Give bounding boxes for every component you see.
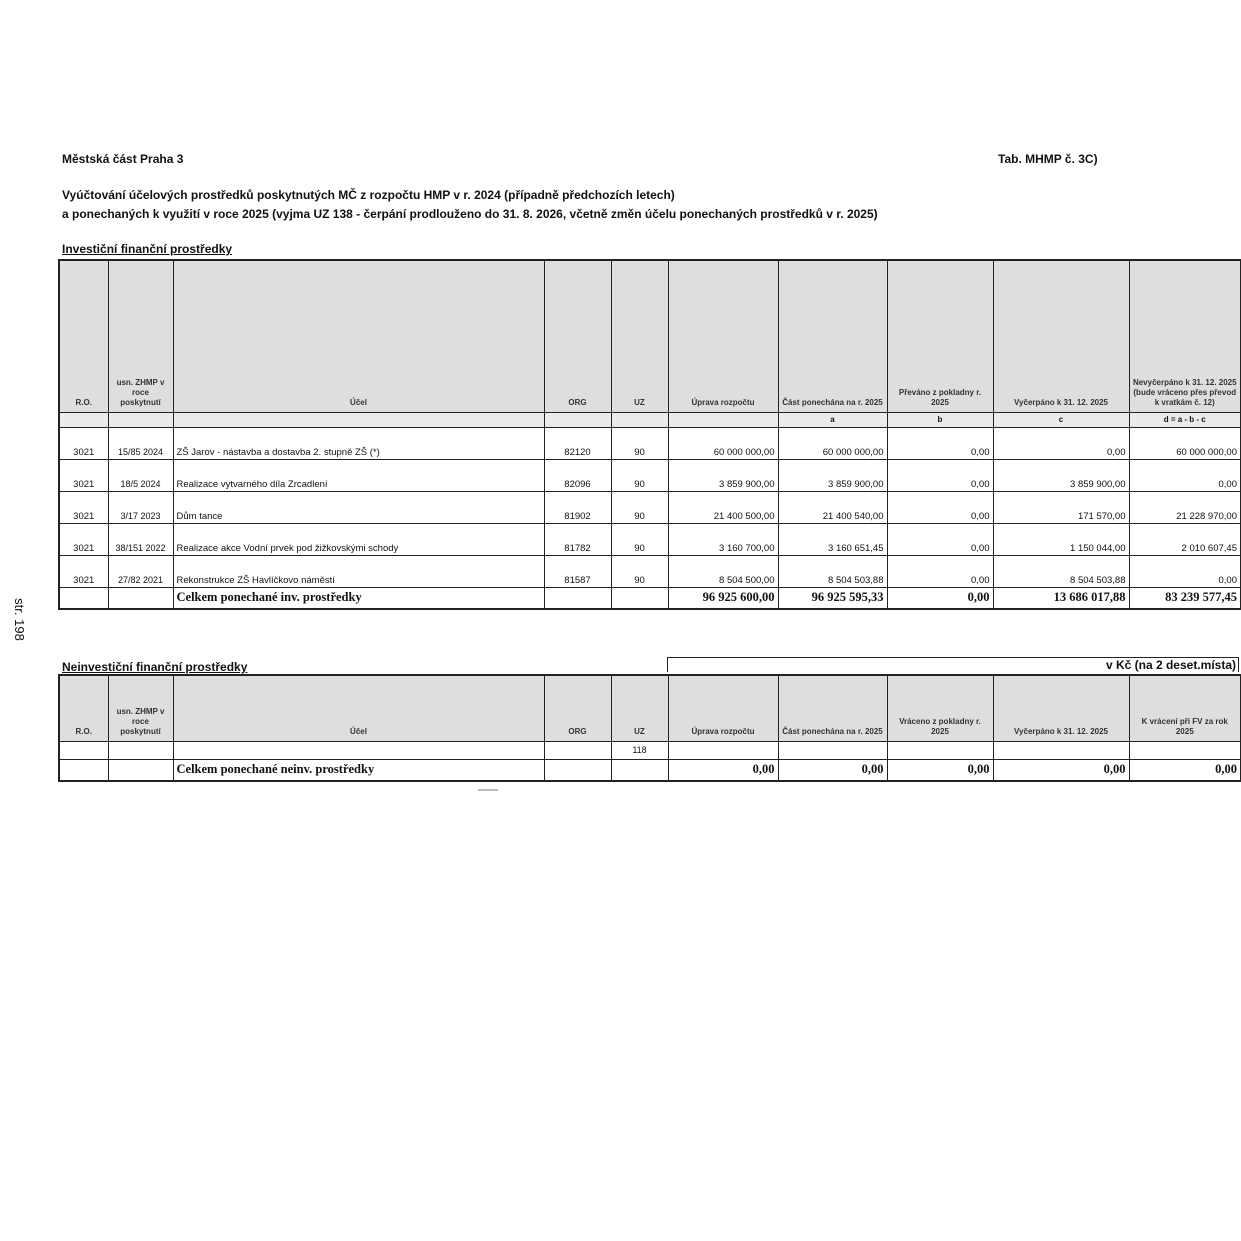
table-row xyxy=(59,555,1241,587)
total-empty-cell xyxy=(544,587,611,609)
cell-nevycerpano: 60 000 000,00 xyxy=(1129,427,1241,459)
total-label: Celkem ponechané inv. prostředky xyxy=(173,587,544,609)
cell-uprava xyxy=(668,741,778,759)
col-header-usn: usn. ZHMP v roce poskytnutí xyxy=(108,675,173,741)
total-uprava: 0,00 xyxy=(668,759,778,781)
cell-ponechano: 60 000 000,00 xyxy=(778,427,887,459)
cell-ucel: Realizace akce Vodní prvek pod žižkovskými schody xyxy=(173,523,544,555)
cell-usn: 27/82 2021 xyxy=(108,555,173,587)
col-header-uprava: Úprava rozpočtu xyxy=(668,260,778,412)
cell-uprava: 8 504 500,00 xyxy=(668,555,778,587)
total-label: Celkem ponechané neinv. prostředky xyxy=(173,759,544,781)
noninvestment-total-row xyxy=(59,759,1241,781)
total-vycerpano: 13 686 017,88 xyxy=(993,587,1129,609)
sub-cell xyxy=(59,412,108,427)
col-header-usn: usn. ZHMP v roce poskytnutí xyxy=(108,260,173,412)
cell-usn xyxy=(108,741,173,759)
cell-prevedeno: 0,00 xyxy=(887,523,993,555)
total-ponechano: 96 925 595,33 xyxy=(778,587,887,609)
cell-uprava: 3 859 900,00 xyxy=(668,459,778,491)
total-prevedeno: 0,00 xyxy=(887,587,993,609)
col-header-ponechano: Část ponechána na r. 2025 xyxy=(778,675,887,741)
cell-uprava: 60 000 000,00 xyxy=(668,427,778,459)
investment-section-label: Investiční finanční prostředky xyxy=(62,242,233,256)
cell-nevycerpano: 2 010 607,45 xyxy=(1129,523,1241,555)
cell-org: 82120 xyxy=(544,427,611,459)
col-header-vraceno: Vráceno z pokladny r. 2025 xyxy=(887,675,993,741)
cell-org: 82096 xyxy=(544,459,611,491)
col-header-ucel: Účel xyxy=(173,260,544,412)
page-number-side: str. 198 xyxy=(11,598,27,641)
cell-ponechano: 3 859 900,00 xyxy=(778,459,887,491)
total-empty-cell xyxy=(544,759,611,781)
cell-ucel: Rekonstrukce ZŠ Havlíčkovo náměstí xyxy=(173,555,544,587)
cell-vycerpano: 1 150 044,00 xyxy=(993,523,1129,555)
cell-nevycerpano: 21 228 970,00 xyxy=(1129,491,1241,523)
cell-org: 81587 xyxy=(544,555,611,587)
cell-ucel xyxy=(173,741,544,759)
cell-ro: 3021 xyxy=(59,523,108,555)
table-row xyxy=(59,523,1241,555)
cell-prevedeno: 0,00 xyxy=(887,459,993,491)
col-header-prevedeno: Převáno z pokladny r. 2025 xyxy=(887,260,993,412)
cell-vycerpano: 8 504 503,88 xyxy=(993,555,1129,587)
total-vycerpano: 0,00 xyxy=(993,759,1129,781)
cell-uprava: 21 400 500,00 xyxy=(668,491,778,523)
cell-org xyxy=(544,741,611,759)
cell-uz: 90 xyxy=(611,523,668,555)
col-header-uz: UZ xyxy=(611,260,668,412)
col-header-ucel: Účel xyxy=(173,675,544,741)
cell-ucel: Realizace vytvarného díla Zrcadlení xyxy=(173,459,544,491)
cell-ro: 3021 xyxy=(59,427,108,459)
investment-formula-row xyxy=(59,412,1241,427)
cell-ro: 3021 xyxy=(59,491,108,523)
total-uprava: 96 925 600,00 xyxy=(668,587,778,609)
cell-ponechano xyxy=(778,741,887,759)
col-header-k-vraceni: K vrácení při FV za rok 2025 xyxy=(1129,675,1241,741)
cell-uprava: 3 160 700,00 xyxy=(668,523,778,555)
total-k-vraceni: 0,00 xyxy=(1129,759,1241,781)
total-empty-cell xyxy=(108,587,173,609)
col-header-org: ORG xyxy=(544,260,611,412)
sub-cell-b: b xyxy=(887,412,993,427)
cell-usn: 38/151 2022 xyxy=(108,523,173,555)
cell-usn: 18/5 2024 xyxy=(108,459,173,491)
total-empty-cell xyxy=(59,759,108,781)
cell-usn: 3/17 2023 xyxy=(108,491,173,523)
total-empty-cell xyxy=(611,759,668,781)
table-row xyxy=(59,491,1241,523)
cell-ucel: Dům tance xyxy=(173,491,544,523)
cell-org: 81782 xyxy=(544,523,611,555)
document-title-line1: Vyúčtování účelových prostředků poskytnutých MČ z rozpočtu HMP v r. 2024 (případně předchozích letech) xyxy=(62,188,675,202)
cell-prevedeno: 0,00 xyxy=(887,491,993,523)
unit-caption: v Kč (na 2 deset.místa) xyxy=(667,657,1239,672)
total-ponechano: 0,00 xyxy=(778,759,887,781)
investment-total-row xyxy=(59,587,1241,609)
cell-nevycerpano xyxy=(1129,741,1241,759)
table-row xyxy=(59,741,1241,759)
sub-cell-a: a xyxy=(778,412,887,427)
cell-ro: 3021 xyxy=(59,459,108,491)
scan-mark xyxy=(478,789,498,791)
total-vraceno: 0,00 xyxy=(887,759,993,781)
cell-usn: 15/85 2024 xyxy=(108,427,173,459)
cell-ucel: ZŠ Jarov - nástavba a dostavba 2. stupně ZŠ (*) xyxy=(173,427,544,459)
table-row xyxy=(59,459,1241,491)
cell-uz: 90 xyxy=(611,491,668,523)
sub-cell xyxy=(173,412,544,427)
col-header-ro: R.O. xyxy=(59,260,108,412)
cell-ponechano: 21 400 540,00 xyxy=(778,491,887,523)
investment-table xyxy=(58,259,1241,610)
cell-uz: 90 xyxy=(611,427,668,459)
cell-prevedeno xyxy=(887,741,993,759)
col-header-uprava: Úprava rozpočtu xyxy=(668,675,778,741)
sub-cell xyxy=(108,412,173,427)
table-row xyxy=(59,427,1241,459)
cell-ponechano: 3 160 651,45 xyxy=(778,523,887,555)
cell-org: 81902 xyxy=(544,491,611,523)
cell-ro xyxy=(59,741,108,759)
cell-vycerpano: 0,00 xyxy=(993,427,1129,459)
col-header-uz: UZ xyxy=(611,675,668,741)
cell-nevycerpano: 0,00 xyxy=(1129,459,1241,491)
table-reference: Tab. MHMP č. 3C) xyxy=(998,152,1098,166)
cell-uz: 90 xyxy=(611,459,668,491)
sub-cell xyxy=(544,412,611,427)
noninvestment-section-label: Neinvestiční finanční prostředky xyxy=(62,660,248,674)
total-empty-cell xyxy=(108,759,173,781)
cell-vycerpano xyxy=(993,741,1129,759)
noninvestment-table xyxy=(58,674,1241,782)
cell-vycerpano: 171 570,00 xyxy=(993,491,1129,523)
cell-ponechano: 8 504 503,88 xyxy=(778,555,887,587)
col-header-ro: R.O. xyxy=(59,675,108,741)
col-header-vycerpano: Vyčerpáno k 31. 12. 2025 xyxy=(993,675,1129,741)
cell-prevedeno: 0,00 xyxy=(887,555,993,587)
cell-prevedeno: 0,00 xyxy=(887,427,993,459)
sub-cell xyxy=(668,412,778,427)
col-header-nevycerpano: Nevyčerpáno k 31. 12. 2025 (bude vráceno přes převod k vratkám č. 12) xyxy=(1129,260,1241,412)
sub-cell-d: d = a - b - c xyxy=(1129,412,1241,427)
cell-ro: 3021 xyxy=(59,555,108,587)
total-nevycerpano: 83 239 577,45 xyxy=(1129,587,1241,609)
cell-uz: 118 xyxy=(611,741,668,759)
col-header-ponechano: Část ponechána na r. 2025 xyxy=(778,260,887,412)
sub-cell-c: c xyxy=(993,412,1129,427)
total-empty-cell xyxy=(59,587,108,609)
col-header-vycerpano: Vyčerpáno k 31. 12. 2025 xyxy=(993,260,1129,412)
cell-nevycerpano: 0,00 xyxy=(1129,555,1241,587)
document-title-line2: a ponechaných k využití v roce 2025 (vyjma UZ 138 - čerpání prodlouženo do 31. 8. 2026, včetně změn účelu ponechaných prostředků v r. 2025) xyxy=(62,207,878,221)
total-empty-cell xyxy=(611,587,668,609)
cell-vycerpano: 3 859 900,00 xyxy=(993,459,1129,491)
noninvestment-header-row xyxy=(59,675,1241,741)
sub-cell xyxy=(611,412,668,427)
cell-uz: 90 xyxy=(611,555,668,587)
municipality-name: Městská část Praha 3 xyxy=(62,152,184,166)
investment-header-row xyxy=(59,260,1241,412)
col-header-org: ORG xyxy=(544,675,611,741)
